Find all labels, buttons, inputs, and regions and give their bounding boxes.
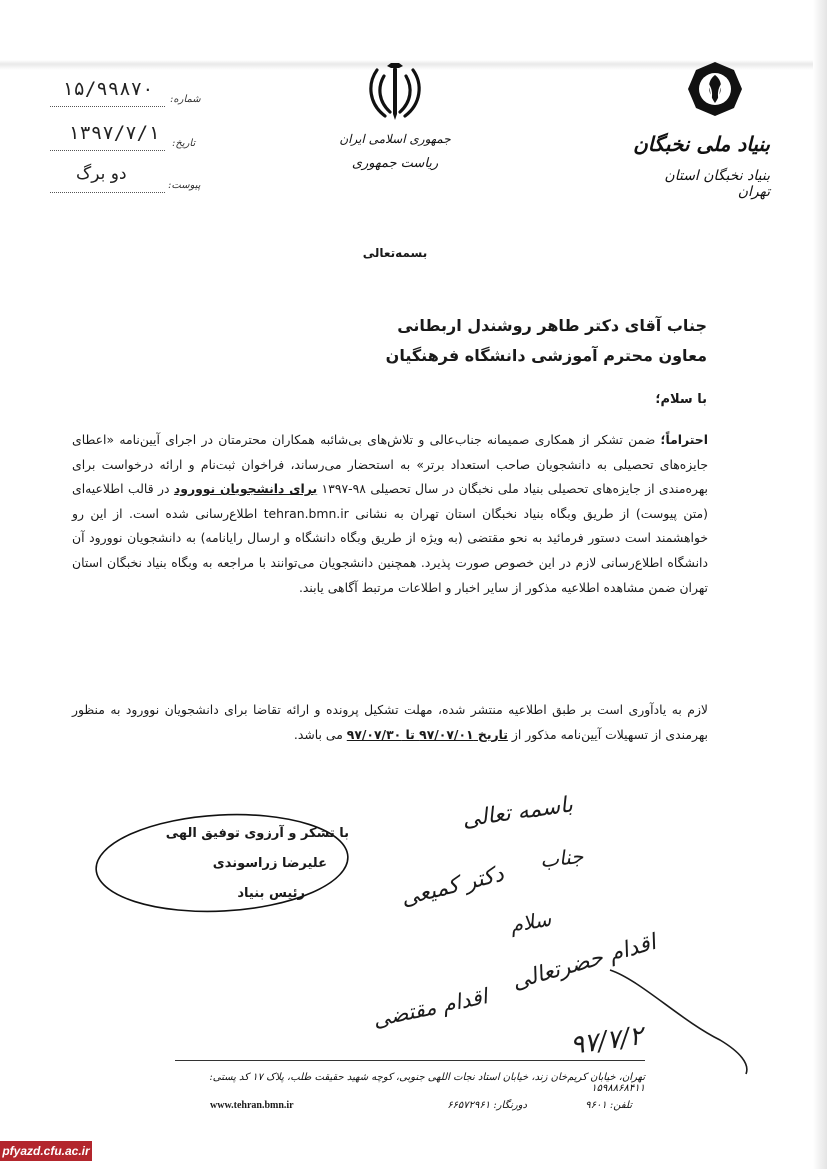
paragraph-2-text-b: می باشد. — [293, 726, 347, 742]
body-paragraph-2 — [72, 698, 708, 747]
signatory-name: علیرضا زراسوندی — [212, 856, 327, 871]
handwriting-stroke — [600, 960, 760, 1080]
handwritten-line-2: جناب — [538, 843, 585, 873]
greeting: با سلام؛ — [655, 392, 707, 407]
footer-website[interactable]: www.tehran.bmn.ir — [210, 1100, 294, 1111]
paragraph-1-text-b: در قالب اطلاعیه‌ای (متن پیوست) از طریق وبگاه بنیاد نخبگان استان تهران به نشانی tehran.bmn.ir اطلاع‌رسانی شده است. از این رو خواهشمند است دستور فرمائید به نحو مقتضی (به ویژه از طریق وبگاه دانشگاه و ارسال رایانامه) به دانشجویان نوورود آن دانشگاه اطلاع‌رسانی لازم در این خصوص صورت پذیرد. همچنین دانشجویان می‌توانند با مراجعه به وبگاه بنیاد نخبگان استان تهران ضمن مشاهده اطلاعیه مذکور از سایر اخبار و اطلاعات مرتبط آگاهی یابند. — [72, 481, 708, 595]
handwritten-line-5: اقدام حضرتعالی — [509, 930, 659, 995]
footer-fax: دورنگار: ۶۶۵۷۲۹۶۱ — [447, 1100, 527, 1111]
watermark-badge: pfyazd.cfu.ac.ir — [0, 1141, 92, 1161]
foundation-name: بنیاد ملی نخبگان — [633, 132, 770, 156]
handwritten-line-3: دکتر کمیعی — [398, 861, 507, 912]
footer-divider — [175, 1060, 645, 1061]
handwritten-line-6: اقدام مقتضی — [370, 984, 490, 1032]
paragraph-2-text-a: لازم به یادآوری است بر طبق اطلاعیه منتشر شده، مهلت تشکیل پرونده و ارائه تقاضا برای دانشجویان نوورود به منظور بهرمندی از تسهیلات آیین‌نامه مذکور از — [72, 702, 708, 742]
paragraph-1-text-a: ضمن تشکر از همکاری صمیمانه جناب‌عالی و تلاش‌های بی‌شائبه همکاران محترمتان در اجرای آیین‌نامه «اعطای جایزه‌های تحصیلی به دانشجویان صاحب استعداد برتر» به استحضار می‌رساند، فراخوان ثبت‌نام و ارائه درخواست برای بهره‌مندی از جایزه‌های تحصیلی بنیاد ملی نخبگان در سال تحصیلی ۹۸-۱۳۹۷ — [72, 432, 708, 497]
body-paragraph-1 — [72, 428, 708, 600]
attachment-label: پیوست: — [168, 180, 201, 191]
signature-closing: با تشکر و آرزوی توفیق الهی — [165, 826, 349, 841]
emblem-line1: جمهوری اسلامی ایران — [339, 132, 451, 146]
handwritten-line-1: باسمه تعالی — [460, 792, 575, 833]
footer-address: تهران، خیابان کریم‌خان زند، خیابان استاد نجات اللهی جنوبی، کوچه شهید حقیقت طلب، پلاک ۱۷ کد پستی: ۱۵۹۸۸۶۸۴۱۱ — [209, 1072, 645, 1094]
handwritten-date: ۹۷/۷/۲ — [568, 1021, 646, 1061]
letter-meta — [40, 70, 200, 200]
letter-date: ۱۳۹۷/۷/۱ — [68, 122, 160, 144]
paragraph-1-emphasis: برای دانشجویان نوورود — [173, 481, 318, 497]
addressee-name: جناب آقای دکتر طاهر روشندل اربطانی — [397, 316, 707, 335]
salutation-lead: احتراماً؛ — [660, 432, 708, 447]
iran-emblem-icon — [363, 60, 427, 124]
foundation-emblem-icon — [686, 60, 744, 118]
footer-phone: تلفن: ۹۶۰۱ — [585, 1100, 632, 1111]
header-invocation: بسمه‌تعالی — [362, 246, 428, 260]
scan-edge-right — [813, 0, 827, 1169]
attachment-value: دو برگ — [76, 164, 127, 184]
foundation-logo — [630, 60, 770, 200]
foundation-branch: بنیاد نخبگان استان تهران — [664, 168, 770, 200]
emblem-line2: ریاست جمهوری — [351, 156, 439, 171]
deadline-dates: تاریخ ۹۷/۰۷/۰۱ تا ۹۷/۰۷/۳۰ — [346, 726, 508, 742]
signatory-title: رئیس بنیاد — [237, 886, 305, 901]
addressee-title: معاون محترم آموزشی دانشگاه فرهنگیان — [385, 346, 707, 365]
handwritten-line-4: سلام — [508, 906, 553, 938]
letter-number: ۱۵/۹۹۸۷۰ — [62, 78, 154, 100]
letter-number-label: شماره: — [170, 94, 201, 105]
letter-date-label: تاریخ: — [172, 138, 196, 149]
emblem-block — [330, 60, 460, 190]
